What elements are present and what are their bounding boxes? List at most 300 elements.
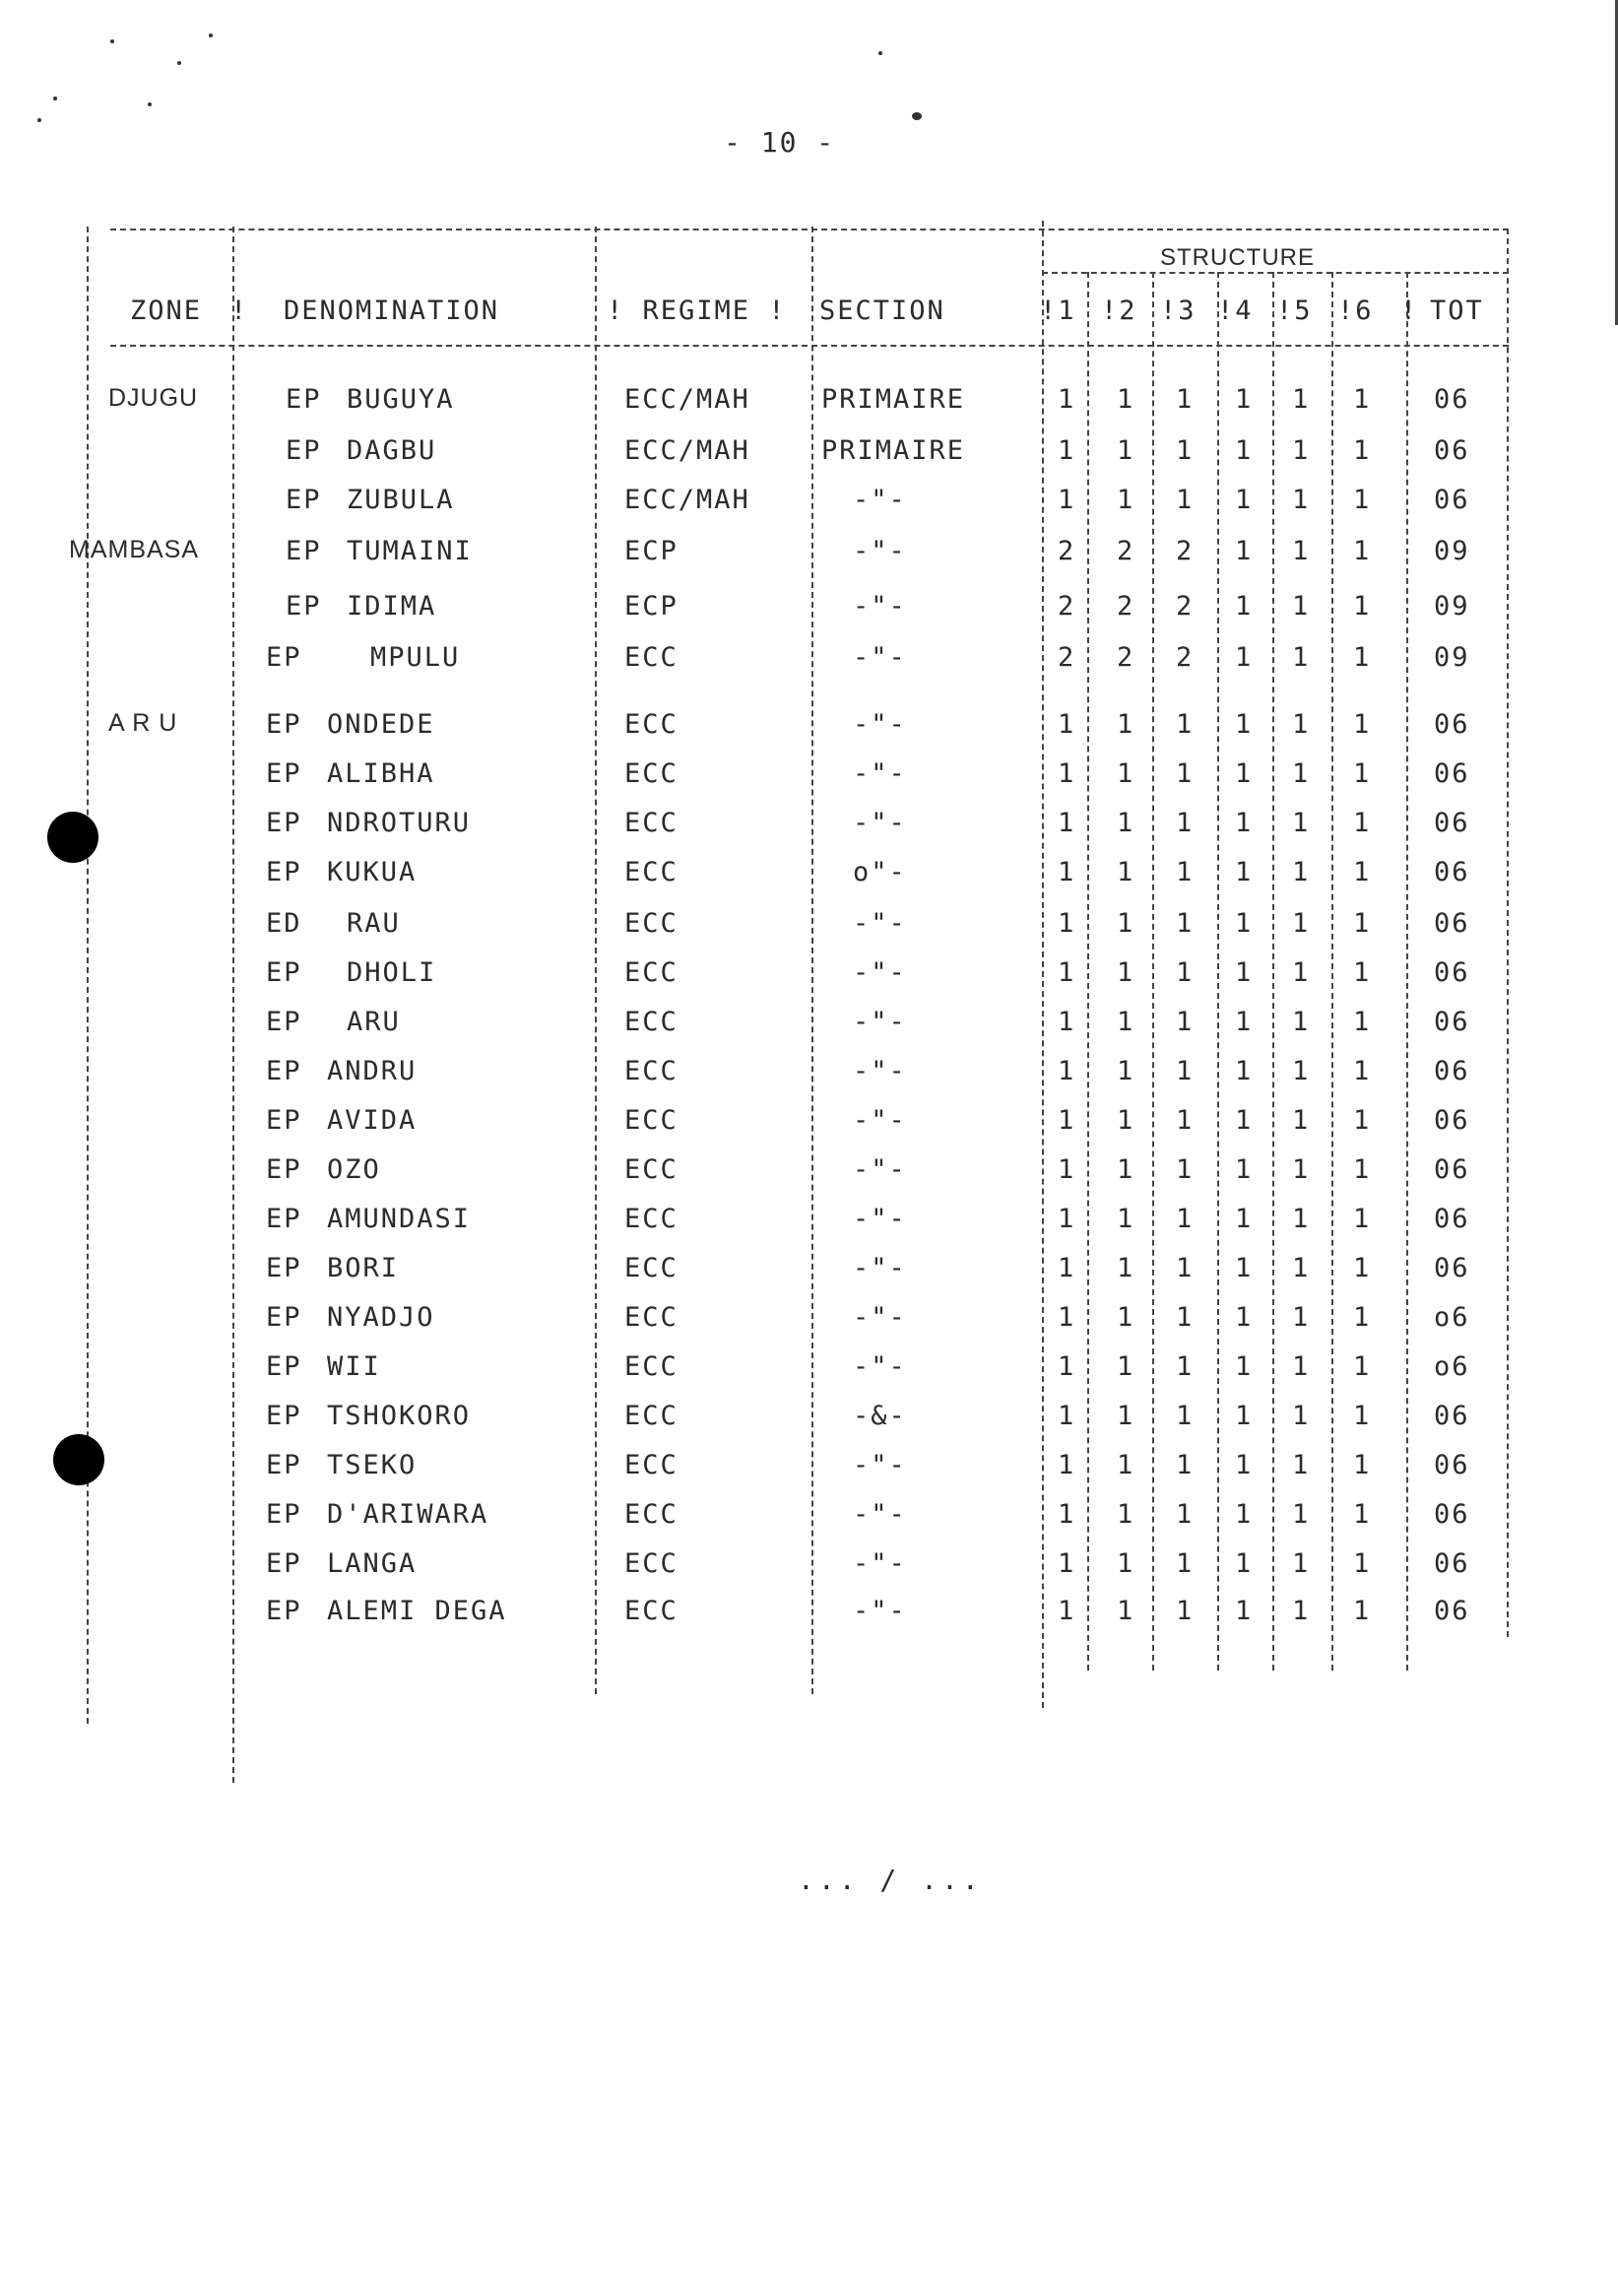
class-1-count: 1 xyxy=(1058,435,1076,466)
total-cell: 09 xyxy=(1434,591,1470,622)
total-cell: 06 xyxy=(1434,1401,1470,1431)
class-2-count: 1 xyxy=(1117,1450,1135,1480)
school-name: MPULU xyxy=(370,642,461,673)
total-cell: 06 xyxy=(1434,758,1470,789)
class-5-count: 1 xyxy=(1292,1154,1311,1185)
class-4-count: 1 xyxy=(1235,1401,1254,1431)
class-5-count: 1 xyxy=(1292,1499,1311,1530)
class4-column-border xyxy=(1272,272,1274,1671)
section-cell: -"- xyxy=(853,1105,907,1136)
class-6-count: 1 xyxy=(1353,1351,1372,1382)
class-4-count: 1 xyxy=(1235,1154,1254,1185)
class-1-count: 1 xyxy=(1058,908,1076,939)
total-cell: 06 xyxy=(1434,1499,1470,1530)
section-cell: -"- xyxy=(853,1154,907,1185)
total-cell: 06 xyxy=(1434,384,1470,415)
total-cell: 06 xyxy=(1434,435,1470,466)
header-regime: ! REGIME ! xyxy=(607,295,787,326)
school-type: EP xyxy=(266,1450,302,1480)
class-2-count: 1 xyxy=(1117,957,1135,988)
class-4-count: 1 xyxy=(1235,1302,1254,1333)
regime-cell: ECC xyxy=(624,1596,679,1626)
section-cell: -"- xyxy=(853,1007,907,1037)
school-type: EP xyxy=(266,709,302,740)
total-cell: 06 xyxy=(1434,1253,1470,1283)
class-4-count: 1 xyxy=(1235,485,1254,515)
school-type: EP xyxy=(286,536,322,566)
class-5-count: 1 xyxy=(1292,758,1311,789)
section-cell: -"- xyxy=(853,1302,907,1333)
class-6-count: 1 xyxy=(1353,384,1372,415)
school-type: EP xyxy=(266,1007,302,1037)
class-2-count: 1 xyxy=(1117,808,1135,838)
class-5-count: 1 xyxy=(1292,1596,1311,1626)
school-name: IDIMA xyxy=(347,591,437,622)
school-type: EP xyxy=(266,758,302,789)
school-type: EP xyxy=(266,1105,302,1136)
class-4-count: 1 xyxy=(1235,1499,1254,1530)
section-cell: -"- xyxy=(853,1056,907,1086)
school-type: EP xyxy=(266,1548,302,1579)
section-cell: o"- xyxy=(853,857,907,887)
total-cell: 06 xyxy=(1434,1548,1470,1579)
header-bottom-rule xyxy=(110,345,1509,347)
class-3-count: 1 xyxy=(1176,1007,1195,1037)
class-3-count: 1 xyxy=(1176,957,1195,988)
school-type: EP xyxy=(266,1302,302,1333)
school-name: ARU xyxy=(347,1007,401,1037)
regime-cell: ECC xyxy=(624,1401,679,1431)
school-name: D'ARIWARA xyxy=(327,1499,489,1530)
class-2-count: 1 xyxy=(1117,1154,1135,1185)
school-type: EP xyxy=(266,1351,302,1382)
total-cell: 06 xyxy=(1434,1154,1470,1185)
class-5-count: 1 xyxy=(1292,435,1311,466)
class-1-count: 1 xyxy=(1058,1204,1076,1234)
class-2-count: 1 xyxy=(1117,1253,1135,1283)
school-name: TUMAINI xyxy=(347,536,473,566)
class-4-count: 1 xyxy=(1235,591,1254,622)
class-2-count: 1 xyxy=(1117,1596,1135,1626)
class-1-count: 1 xyxy=(1058,1401,1076,1431)
class-3-count: 2 xyxy=(1176,642,1195,673)
class-2-count: 1 xyxy=(1117,1105,1135,1136)
regime-cell: ECC xyxy=(624,1105,679,1136)
class-1-count: 1 xyxy=(1058,1105,1076,1136)
regime-cell: ECC xyxy=(624,1007,679,1037)
total-cell: 06 xyxy=(1434,1450,1470,1480)
class5-column-border xyxy=(1331,272,1333,1671)
class-2-count: 1 xyxy=(1117,1401,1135,1431)
section-cell: -"- xyxy=(853,758,907,789)
class-3-count: 1 xyxy=(1176,1450,1195,1480)
school-type: EP xyxy=(266,642,302,673)
section-cell: -"- xyxy=(853,1499,907,1530)
school-name: KUKUA xyxy=(327,857,418,887)
class-5-count: 1 xyxy=(1292,1253,1311,1283)
header-class-2: !2 xyxy=(1101,295,1137,326)
class-2-count: 2 xyxy=(1117,536,1135,566)
class-6-count: 1 xyxy=(1353,1204,1372,1234)
class-4-count: 1 xyxy=(1235,1056,1254,1086)
class-4-count: 1 xyxy=(1235,536,1254,566)
header-total: TOT xyxy=(1430,295,1484,326)
class-5-count: 1 xyxy=(1292,857,1311,887)
class-3-count: 1 xyxy=(1176,1548,1195,1579)
regime-cell: ECC xyxy=(624,642,679,673)
class-6-count: 1 xyxy=(1353,536,1372,566)
section-cell: -"- xyxy=(853,536,907,566)
class-4-count: 1 xyxy=(1235,957,1254,988)
school-type: EP xyxy=(266,1253,302,1283)
class-2-count: 1 xyxy=(1117,709,1135,740)
header-class-4: !4 xyxy=(1217,295,1254,326)
school-name: BORI xyxy=(327,1253,400,1283)
class-3-count: 1 xyxy=(1176,908,1195,939)
class-5-count: 1 xyxy=(1292,1007,1311,1037)
school-type: EP xyxy=(266,1401,302,1431)
class-6-count: 1 xyxy=(1353,808,1372,838)
class-6-count: 1 xyxy=(1353,1105,1372,1136)
regime-cell: ECC xyxy=(624,1204,679,1234)
class-2-count: 1 xyxy=(1117,1351,1135,1382)
section-cell: PRIMAIRE xyxy=(821,384,966,415)
regime-cell: ECC/MAH xyxy=(624,384,750,415)
class-3-count: 1 xyxy=(1176,1105,1195,1136)
regime-cell: ECC xyxy=(624,857,679,887)
school-type: EP xyxy=(286,435,322,466)
school-type: ED xyxy=(266,908,302,939)
class-3-count: 1 xyxy=(1176,1154,1195,1185)
school-type: EP xyxy=(266,1499,302,1530)
denomination-column-border xyxy=(595,227,597,1694)
class-2-count: 1 xyxy=(1117,758,1135,789)
class-1-count: 1 xyxy=(1058,1007,1076,1037)
class-2-count: 1 xyxy=(1117,1302,1135,1333)
header-zone: ZONE xyxy=(130,295,203,326)
total-cell: 06 xyxy=(1434,1204,1470,1234)
class-3-count: 1 xyxy=(1176,758,1195,789)
structure-rule xyxy=(1042,272,1509,274)
scan-speck xyxy=(912,112,922,120)
school-name: TSEKO xyxy=(327,1450,418,1480)
school-name: BUGUYA xyxy=(347,384,455,415)
class-1-count: 1 xyxy=(1058,1253,1076,1283)
class-2-count: 2 xyxy=(1117,591,1135,622)
scan-speck xyxy=(37,118,41,122)
school-type: EP xyxy=(266,857,302,887)
school-name: OZO xyxy=(327,1154,381,1185)
class-6-count: 1 xyxy=(1353,1007,1372,1037)
regime-cell: ECC xyxy=(624,1154,679,1185)
class-6-count: 1 xyxy=(1353,1499,1372,1530)
header-class-1: !1 xyxy=(1040,295,1076,326)
class-3-count: 1 xyxy=(1176,1204,1195,1234)
class-4-count: 1 xyxy=(1235,1596,1254,1626)
table-right-border xyxy=(1507,229,1509,1637)
class-1-count: 1 xyxy=(1058,1154,1076,1185)
total-cell: 06 xyxy=(1434,709,1470,740)
section-cell: -"- xyxy=(853,908,907,939)
regime-cell: ECC xyxy=(624,709,679,740)
class-5-count: 1 xyxy=(1292,957,1311,988)
total-cell: 06 xyxy=(1434,485,1470,515)
regime-cell: ECC xyxy=(624,1056,679,1086)
class-3-count: 1 xyxy=(1176,709,1195,740)
class-5-count: 1 xyxy=(1292,485,1311,515)
section-cell: -"- xyxy=(853,642,907,673)
class-4-count: 1 xyxy=(1235,1450,1254,1480)
zone-label: A R U xyxy=(108,709,178,737)
section-cell: -"- xyxy=(853,485,907,515)
scan-speck xyxy=(209,33,213,37)
page-number: - 10 - xyxy=(724,126,836,159)
regime-cell: ECP xyxy=(624,536,679,566)
school-type: EP xyxy=(266,808,302,838)
class-4-count: 1 xyxy=(1235,1253,1254,1283)
total-cell: 06 xyxy=(1434,808,1470,838)
section-cell: PRIMAIRE xyxy=(821,435,966,466)
class-5-count: 1 xyxy=(1292,908,1311,939)
class-5-count: 1 xyxy=(1292,1056,1311,1086)
regime-cell: ECC xyxy=(624,908,679,939)
class-1-count: 1 xyxy=(1058,1499,1076,1530)
header-class-6: !6 xyxy=(1337,295,1374,326)
class-6-count: 1 xyxy=(1353,642,1372,673)
class-1-count: 1 xyxy=(1058,1302,1076,1333)
school-type: EP xyxy=(266,1204,302,1234)
class-6-count: 1 xyxy=(1353,908,1372,939)
class-4-count: 1 xyxy=(1235,709,1254,740)
scan-speck xyxy=(878,51,882,55)
class-4-count: 1 xyxy=(1235,1204,1254,1234)
class-2-count: 1 xyxy=(1117,1007,1135,1037)
school-name: NYADJO xyxy=(327,1302,435,1333)
school-name: NDROTURU xyxy=(327,808,472,838)
class-1-count: 2 xyxy=(1058,536,1076,566)
class-3-count: 1 xyxy=(1176,1056,1195,1086)
section-cell: -"- xyxy=(853,1548,907,1579)
header-class-5: !5 xyxy=(1276,295,1313,326)
scan-speck xyxy=(110,39,114,43)
class-2-count: 1 xyxy=(1117,485,1135,515)
class-5-count: 1 xyxy=(1292,709,1311,740)
class-6-count: 1 xyxy=(1353,1401,1372,1431)
header-denomination: DENOMINATION xyxy=(284,295,500,326)
scan-speck xyxy=(53,97,57,100)
total-cell: 06 xyxy=(1434,1056,1470,1086)
class-5-count: 1 xyxy=(1292,1351,1311,1382)
class-5-count: 1 xyxy=(1292,1302,1311,1333)
section-cell: -"- xyxy=(853,808,907,838)
section-cell: -"- xyxy=(853,591,907,622)
regime-cell: ECC xyxy=(624,1351,679,1382)
total-cell: 06 xyxy=(1434,957,1470,988)
punch-hole-lower xyxy=(53,1434,104,1485)
regime-cell: ECC/MAH xyxy=(624,485,750,515)
school-name: ZUBULA xyxy=(347,485,455,515)
class-3-count: 1 xyxy=(1176,1596,1195,1626)
school-name: WII xyxy=(327,1351,381,1382)
total-cell: 06 xyxy=(1434,1596,1470,1626)
header-section: SECTION xyxy=(819,295,945,326)
school-name: ALEMI DEGA xyxy=(327,1596,507,1626)
section-cell: -"- xyxy=(853,1351,907,1382)
class-6-count: 1 xyxy=(1353,1302,1372,1333)
class-5-count: 1 xyxy=(1292,642,1311,673)
class-5-count: 1 xyxy=(1292,1204,1311,1234)
class-5-count: 1 xyxy=(1292,1548,1311,1579)
class-2-count: 1 xyxy=(1117,857,1135,887)
class-2-count: 1 xyxy=(1117,1499,1135,1530)
class-3-count: 1 xyxy=(1176,384,1195,415)
total-cell: o6 xyxy=(1434,1302,1470,1333)
class-5-count: 1 xyxy=(1292,1450,1311,1480)
punch-hole-upper xyxy=(47,812,98,863)
class-3-count: 1 xyxy=(1176,1351,1195,1382)
school-name: DAGBU xyxy=(347,435,437,466)
class-6-count: 1 xyxy=(1353,1596,1372,1626)
class-4-count: 1 xyxy=(1235,435,1254,466)
total-cell: 06 xyxy=(1434,908,1470,939)
school-type: EP xyxy=(266,1596,302,1626)
total-cell: 06 xyxy=(1434,1105,1470,1136)
school-name: DHOLI xyxy=(347,957,437,988)
total-cell: o6 xyxy=(1434,1351,1470,1382)
structure-heading: STRUCTURE xyxy=(1160,244,1315,271)
school-name: AMUNDASI xyxy=(327,1204,472,1234)
class-1-count: 1 xyxy=(1058,1450,1076,1480)
class-6-count: 1 xyxy=(1353,857,1372,887)
class-2-count: 1 xyxy=(1117,908,1135,939)
class-6-count: 1 xyxy=(1353,1154,1372,1185)
section-cell: -"- xyxy=(853,709,907,740)
total-cell: 06 xyxy=(1434,857,1470,887)
class-2-count: 1 xyxy=(1117,1548,1135,1579)
class-1-count: 1 xyxy=(1058,957,1076,988)
class-4-count: 1 xyxy=(1235,908,1254,939)
school-name: LANGA xyxy=(327,1548,418,1579)
class-6-count: 1 xyxy=(1353,957,1372,988)
section-cell: -"- xyxy=(853,1596,907,1626)
class-5-count: 1 xyxy=(1292,536,1311,566)
school-type: EP xyxy=(286,485,322,515)
regime-cell: ECC xyxy=(624,1499,679,1530)
class-1-count: 1 xyxy=(1058,1056,1076,1086)
regime-cell: ECC xyxy=(624,808,679,838)
school-type: EP xyxy=(266,1154,302,1185)
total-cell: 06 xyxy=(1434,1007,1470,1037)
table-top-rule xyxy=(110,229,1509,230)
class-6-count: 1 xyxy=(1353,1450,1372,1480)
zone-left-border xyxy=(87,227,89,1724)
school-type: EP xyxy=(286,591,322,622)
class-4-count: 1 xyxy=(1235,384,1254,415)
class-4-count: 1 xyxy=(1235,642,1254,673)
class-1-count: 1 xyxy=(1058,1548,1076,1579)
regime-cell: ECC xyxy=(624,1450,679,1480)
total-cell: 09 xyxy=(1434,536,1470,566)
class-6-count: 1 xyxy=(1353,1548,1372,1579)
regime-cell: ECC xyxy=(624,957,679,988)
class-6-count: 1 xyxy=(1353,709,1372,740)
class-4-count: 1 xyxy=(1235,1105,1254,1136)
regime-cell: ECC xyxy=(624,1548,679,1579)
class-1-count: 2 xyxy=(1058,642,1076,673)
class-1-count: 1 xyxy=(1058,1596,1076,1626)
school-type: EP xyxy=(286,384,322,415)
regime-cell: ECC xyxy=(624,1302,679,1333)
class-1-count: 1 xyxy=(1058,485,1076,515)
class-1-count: 1 xyxy=(1058,384,1076,415)
class-2-count: 1 xyxy=(1117,1056,1135,1086)
school-type: EP xyxy=(266,1056,302,1086)
class-5-count: 1 xyxy=(1292,1105,1311,1136)
class-4-count: 1 xyxy=(1235,808,1254,838)
class-1-count: 1 xyxy=(1058,758,1076,789)
class-5-count: 1 xyxy=(1292,384,1311,415)
class-6-count: 1 xyxy=(1353,758,1372,789)
class-1-count: 1 xyxy=(1058,808,1076,838)
class-1-count: 1 xyxy=(1058,709,1076,740)
regime-column-border xyxy=(811,227,813,1694)
class-1-count: 1 xyxy=(1058,1351,1076,1382)
class-2-count: 1 xyxy=(1117,435,1135,466)
class-6-count: 1 xyxy=(1353,435,1372,466)
class-3-count: 2 xyxy=(1176,591,1195,622)
school-name: TSHOKORO xyxy=(327,1401,472,1431)
regime-cell: ECC/MAH xyxy=(624,435,750,466)
class-4-count: 1 xyxy=(1235,1548,1254,1579)
class-3-count: 1 xyxy=(1176,1302,1195,1333)
class2-column-border xyxy=(1152,272,1154,1671)
zone-column-border xyxy=(232,227,234,1783)
regime-cell: ECP xyxy=(624,591,679,622)
section-column-border xyxy=(1042,221,1044,1708)
class-3-count: 1 xyxy=(1176,808,1195,838)
section-cell: -"- xyxy=(853,1253,907,1283)
section-cell: -&- xyxy=(853,1401,907,1431)
school-name: ANDRU xyxy=(327,1056,418,1086)
scan-speck xyxy=(177,61,181,65)
class-3-count: 1 xyxy=(1176,485,1195,515)
class-3-count: 1 xyxy=(1176,1499,1195,1530)
class-4-count: 1 xyxy=(1235,1351,1254,1382)
class1-column-border xyxy=(1087,272,1089,1671)
school-type: EP xyxy=(266,957,302,988)
class-2-count: 2 xyxy=(1117,642,1135,673)
class-5-count: 1 xyxy=(1292,1401,1311,1431)
class-1-count: 1 xyxy=(1058,857,1076,887)
class-6-count: 1 xyxy=(1353,1056,1372,1086)
class6-column-border xyxy=(1406,272,1408,1671)
section-cell: -"- xyxy=(853,1204,907,1234)
class-3-count: 1 xyxy=(1176,857,1195,887)
class-6-count: 1 xyxy=(1353,1253,1372,1283)
school-name: RAU xyxy=(347,908,401,939)
scan-speck xyxy=(148,102,152,106)
class3-column-border xyxy=(1217,272,1219,1671)
regime-cell: ECC xyxy=(624,1253,679,1283)
section-cell: -"- xyxy=(853,1450,907,1480)
section-cell: -"- xyxy=(853,957,907,988)
regime-cell: ECC xyxy=(624,758,679,789)
class-5-count: 1 xyxy=(1292,591,1311,622)
class-2-count: 1 xyxy=(1117,384,1135,415)
zone-label: MAMBASA xyxy=(69,536,200,563)
class-2-count: 1 xyxy=(1117,1204,1135,1234)
class-6-count: 1 xyxy=(1353,591,1372,622)
